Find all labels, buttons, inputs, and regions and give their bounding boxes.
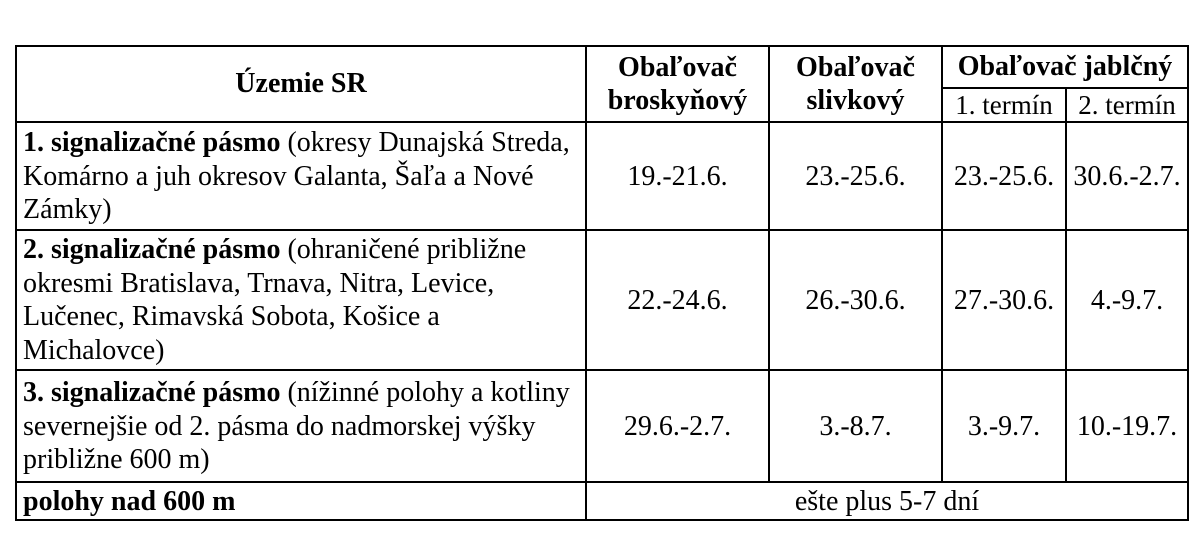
table-row	[16, 122, 1188, 230]
peach-date-cell: 29.6.-2.7.	[586, 370, 769, 482]
zone-title: 1. signalizačné pásmo	[23, 127, 281, 158]
apple-term-2-cell: 30.6.-2.7.	[1066, 122, 1188, 230]
peach-moth-header: Obaľovač broskyňový	[586, 46, 769, 122]
apple-term-1-cell: 23.-25.6.	[942, 122, 1066, 230]
zone-description: (nížinné polohy a kotliny severnejšie od 2. pásma do nadmorskej výšky približne 600 m)	[23, 377, 570, 476]
footer-row	[16, 482, 1188, 520]
signal-zones-table	[15, 45, 1189, 521]
zone-description: (okresy Dunajská Streda, Komárno a juh okresov Galanta, Šaľa a Nové Zámky)	[23, 127, 570, 226]
zone-title: 2. signalizačné pásmo	[23, 234, 281, 266]
peach-date-cell: 19.-21.6.	[586, 122, 769, 230]
plum-date-cell: 3.-8.7.	[769, 370, 942, 482]
header-row	[16, 46, 1188, 88]
peach-date-cell: 22.-24.6.	[586, 230, 769, 370]
term-2-header: 2. termín	[1066, 88, 1188, 122]
apple-term-2-cell: 10.-19.7.	[1066, 370, 1188, 482]
zone-cell	[16, 122, 586, 230]
apple-term-1-cell: 3.-9.7.	[942, 370, 1066, 482]
altitude-label: polohy nad 600 m	[16, 482, 586, 520]
altitude-note: ešte plus 5-7 dní	[586, 482, 1188, 520]
territory-header: Územie SR	[16, 46, 586, 122]
zone-title: 3. signalizačné pásmo	[23, 377, 281, 408]
apple-term-1-cell: 27.-30.6.	[942, 230, 1066, 370]
zone-description: (ohraničené približne okresmi Bratislava, Trnava, Nitra, Levice, Lučenec, Rimavská Sobota, Košice a Michalovce)	[23, 234, 527, 366]
table-row	[16, 230, 1188, 370]
term-1-header: 1. termín	[942, 88, 1066, 122]
apple-term-2-cell: 4.-9.7.	[1066, 230, 1188, 370]
plum-date-cell: 26.-30.6.	[769, 230, 942, 370]
table-row	[16, 370, 1188, 482]
plum-moth-header: Obaľovač slivkový	[769, 46, 942, 122]
plum-date-cell: 23.-25.6.	[769, 122, 942, 230]
zone-cell	[16, 370, 586, 482]
zone-cell	[16, 230, 586, 370]
codling-moth-header: Obaľovač jablčný	[942, 46, 1188, 88]
